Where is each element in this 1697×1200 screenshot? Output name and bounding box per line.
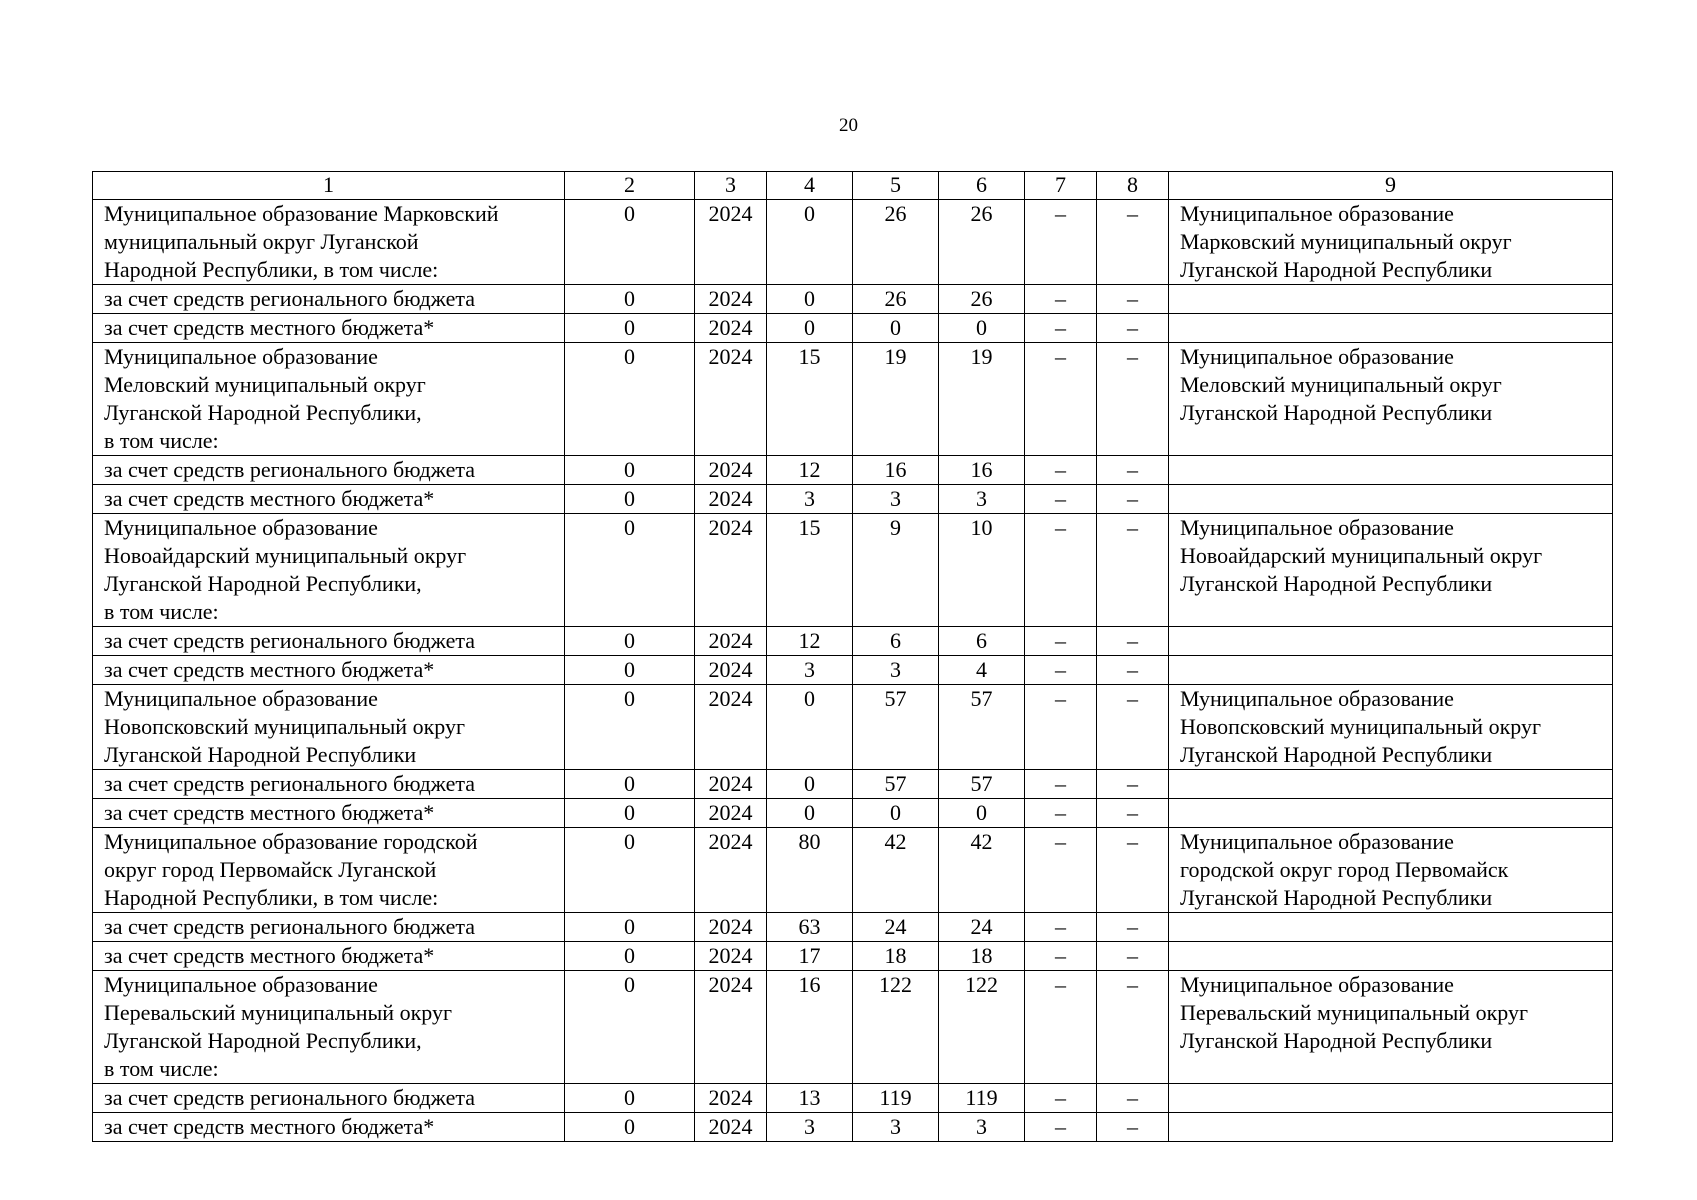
- value-cell-c4: 16: [767, 971, 853, 1084]
- value-cell-c2: 0: [565, 627, 695, 656]
- value-cell-c8: –: [1097, 656, 1169, 685]
- column-header: 2: [565, 172, 695, 200]
- column-header: 4: [767, 172, 853, 200]
- value-cell-c2: 0: [565, 514, 695, 627]
- responsible-cell: Муниципальное образование Марковский муниципальный округ Луганской Народной Республики: [1169, 200, 1613, 285]
- row-name-cell: Муниципальное образование Новопсковский муниципальный округ Луганской Народной Республики: [93, 685, 565, 770]
- value-cell-c6: 26: [939, 285, 1025, 314]
- value-cell-c6: 42: [939, 828, 1025, 913]
- value-cell-c4: 12: [767, 456, 853, 485]
- value-cell-c5: 0: [853, 799, 939, 828]
- value-cell-c7: –: [1025, 656, 1097, 685]
- value-cell-c2: 0: [565, 1084, 695, 1113]
- value-cell-c6: 3: [939, 1113, 1025, 1142]
- value-cell-c8: –: [1097, 627, 1169, 656]
- value-cell-c4: 15: [767, 343, 853, 456]
- value-cell-c2: 0: [565, 971, 695, 1084]
- value-cell-c5: 26: [853, 200, 939, 285]
- value-cell-c4: 0: [767, 285, 853, 314]
- responsible-cell: [1169, 799, 1613, 828]
- table-row: [93, 456, 1613, 485]
- value-cell-c3: 2024: [695, 685, 767, 770]
- value-cell-c5: 6: [853, 627, 939, 656]
- row-name-cell: за счет средств местного бюджета*: [93, 485, 565, 514]
- value-cell-c2: 0: [565, 799, 695, 828]
- table-row: [93, 1113, 1613, 1142]
- column-header: 3: [695, 172, 767, 200]
- value-cell-c7: –: [1025, 1084, 1097, 1113]
- value-cell-c7: –: [1025, 314, 1097, 343]
- value-cell-c2: 0: [565, 1113, 695, 1142]
- column-header: 8: [1097, 172, 1169, 200]
- row-name-cell: за счет средств местного бюджета*: [93, 942, 565, 971]
- value-cell-c8: –: [1097, 343, 1169, 456]
- column-header: 6: [939, 172, 1025, 200]
- value-cell-c8: –: [1097, 799, 1169, 828]
- responsible-cell: [1169, 1084, 1613, 1113]
- value-cell-c4: 17: [767, 942, 853, 971]
- row-name-cell: за счет средств регионального бюджета: [93, 285, 565, 314]
- row-name-cell: за счет средств регионального бюджета: [93, 627, 565, 656]
- value-cell-c6: 19: [939, 343, 1025, 456]
- value-cell-c3: 2024: [695, 942, 767, 971]
- value-cell-c5: 19: [853, 343, 939, 456]
- value-cell-c3: 2024: [695, 200, 767, 285]
- row-name-cell: Муниципальное образование Меловский муниципальный округ Луганской Народной Республики, в том числе:: [93, 343, 565, 456]
- value-cell-c5: 119: [853, 1084, 939, 1113]
- value-cell-c3: 2024: [695, 913, 767, 942]
- value-cell-c5: 57: [853, 770, 939, 799]
- value-cell-c5: 16: [853, 456, 939, 485]
- value-cell-c7: –: [1025, 1113, 1097, 1142]
- row-name-cell: за счет средств регионального бюджета: [93, 1084, 565, 1113]
- value-cell-c3: 2024: [695, 314, 767, 343]
- value-cell-c4: 13: [767, 1084, 853, 1113]
- row-name-cell: Муниципальное образование городской округ город Первомайск Луганской Народной Республики, в том числе:: [93, 828, 565, 913]
- value-cell-c8: –: [1097, 285, 1169, 314]
- value-cell-c7: –: [1025, 913, 1097, 942]
- value-cell-c2: 0: [565, 656, 695, 685]
- column-header: 5: [853, 172, 939, 200]
- value-cell-c7: –: [1025, 828, 1097, 913]
- table-row: [93, 627, 1613, 656]
- value-cell-c8: –: [1097, 1084, 1169, 1113]
- value-cell-c6: 119: [939, 1084, 1025, 1113]
- responsible-cell: [1169, 656, 1613, 685]
- value-cell-c2: 0: [565, 343, 695, 456]
- value-cell-c6: 6: [939, 627, 1025, 656]
- value-cell-c6: 24: [939, 913, 1025, 942]
- value-cell-c3: 2024: [695, 971, 767, 1084]
- value-cell-c2: 0: [565, 942, 695, 971]
- value-cell-c8: –: [1097, 1113, 1169, 1142]
- value-cell-c2: 0: [565, 828, 695, 913]
- value-cell-c8: –: [1097, 685, 1169, 770]
- value-cell-c6: 0: [939, 799, 1025, 828]
- table-row: [93, 828, 1613, 913]
- row-name-cell: за счет средств регионального бюджета: [93, 456, 565, 485]
- row-name-cell: за счет средств местного бюджета*: [93, 799, 565, 828]
- value-cell-c4: 12: [767, 627, 853, 656]
- value-cell-c5: 0: [853, 314, 939, 343]
- value-cell-c8: –: [1097, 828, 1169, 913]
- value-cell-c8: –: [1097, 971, 1169, 1084]
- value-cell-c4: 0: [767, 685, 853, 770]
- value-cell-c3: 2024: [695, 770, 767, 799]
- value-cell-c7: –: [1025, 799, 1097, 828]
- value-cell-c4: 0: [767, 770, 853, 799]
- value-cell-c4: 0: [767, 799, 853, 828]
- value-cell-c3: 2024: [695, 285, 767, 314]
- responsible-cell: [1169, 456, 1613, 485]
- value-cell-c4: 80: [767, 828, 853, 913]
- table-row: [93, 1084, 1613, 1113]
- value-cell-c5: 3: [853, 1113, 939, 1142]
- value-cell-c7: –: [1025, 485, 1097, 514]
- row-name-cell: за счет средств местного бюджета*: [93, 1113, 565, 1142]
- value-cell-c6: 0: [939, 314, 1025, 343]
- table-row: [93, 770, 1613, 799]
- column-header: 1: [93, 172, 565, 200]
- value-cell-c5: 57: [853, 685, 939, 770]
- value-cell-c4: 3: [767, 485, 853, 514]
- value-cell-c5: 42: [853, 828, 939, 913]
- responsible-cell: [1169, 285, 1613, 314]
- table-row: [93, 942, 1613, 971]
- value-cell-c6: 3: [939, 485, 1025, 514]
- value-cell-c3: 2024: [695, 828, 767, 913]
- column-header: 9: [1169, 172, 1613, 200]
- value-cell-c3: 2024: [695, 485, 767, 514]
- table-row: [93, 343, 1613, 456]
- responsible-cell: [1169, 485, 1613, 514]
- value-cell-c2: 0: [565, 456, 695, 485]
- value-cell-c7: –: [1025, 285, 1097, 314]
- value-cell-c4: 63: [767, 913, 853, 942]
- value-cell-c6: 16: [939, 456, 1025, 485]
- value-cell-c6: 4: [939, 656, 1025, 685]
- value-cell-c4: 3: [767, 1113, 853, 1142]
- value-cell-c3: 2024: [695, 799, 767, 828]
- row-name-cell: за счет средств регионального бюджета: [93, 770, 565, 799]
- responsible-cell: Муниципальное образование Новопсковский муниципальный округ Луганской Народной Республики: [1169, 685, 1613, 770]
- value-cell-c7: –: [1025, 456, 1097, 485]
- value-cell-c4: 0: [767, 200, 853, 285]
- value-cell-c7: –: [1025, 514, 1097, 627]
- value-cell-c7: –: [1025, 627, 1097, 656]
- value-cell-c8: –: [1097, 514, 1169, 627]
- value-cell-c5: 3: [853, 485, 939, 514]
- table-row: [93, 200, 1613, 285]
- row-name-cell: Муниципальное образование Новоайдарский муниципальный округ Луганской Народной Республики, в том числе:: [93, 514, 565, 627]
- value-cell-c7: –: [1025, 770, 1097, 799]
- value-cell-c8: –: [1097, 913, 1169, 942]
- table-row: [93, 799, 1613, 828]
- value-cell-c3: 2024: [695, 456, 767, 485]
- responsible-cell: [1169, 913, 1613, 942]
- table-row: [93, 514, 1613, 627]
- table-body: [93, 200, 1613, 1142]
- value-cell-c3: 2024: [695, 656, 767, 685]
- value-cell-c6: 26: [939, 200, 1025, 285]
- responsible-cell: Муниципальное образование Новоайдарский муниципальный округ Луганской Народной Республики: [1169, 514, 1613, 627]
- responsible-cell: [1169, 770, 1613, 799]
- table-row: [93, 685, 1613, 770]
- table-row: [93, 285, 1613, 314]
- responsible-cell: Муниципальное образование Перевальский муниципальный округ Луганской Народной Республики: [1169, 971, 1613, 1084]
- value-cell-c2: 0: [565, 770, 695, 799]
- row-name-cell: Муниципальное образование Перевальский муниципальный округ Луганской Народной Республики, в том числе:: [93, 971, 565, 1084]
- value-cell-c5: 18: [853, 942, 939, 971]
- value-cell-c6: 122: [939, 971, 1025, 1084]
- value-cell-c8: –: [1097, 314, 1169, 343]
- row-name-cell: за счет средств регионального бюджета: [93, 913, 565, 942]
- responsible-cell: Муниципальное образование Меловский муниципальный округ Луганской Народной Республики: [1169, 343, 1613, 456]
- column-header: 7: [1025, 172, 1097, 200]
- value-cell-c3: 2024: [695, 1084, 767, 1113]
- responsible-cell: [1169, 1113, 1613, 1142]
- value-cell-c8: –: [1097, 770, 1169, 799]
- value-cell-c3: 2024: [695, 627, 767, 656]
- row-name-cell: за счет средств местного бюджета*: [93, 656, 565, 685]
- value-cell-c4: 0: [767, 314, 853, 343]
- value-cell-c2: 0: [565, 485, 695, 514]
- table-row: [93, 485, 1613, 514]
- value-cell-c2: 0: [565, 314, 695, 343]
- responsible-cell: [1169, 942, 1613, 971]
- header-row: [93, 172, 1613, 200]
- value-cell-c6: 10: [939, 514, 1025, 627]
- value-cell-c7: –: [1025, 685, 1097, 770]
- value-cell-c7: –: [1025, 971, 1097, 1084]
- value-cell-c8: –: [1097, 456, 1169, 485]
- value-cell-c5: 24: [853, 913, 939, 942]
- value-cell-c5: 26: [853, 285, 939, 314]
- responsible-cell: [1169, 314, 1613, 343]
- responsible-cell: [1169, 627, 1613, 656]
- value-cell-c2: 0: [565, 285, 695, 314]
- value-cell-c5: 122: [853, 971, 939, 1084]
- table-row: [93, 314, 1613, 343]
- value-cell-c7: –: [1025, 200, 1097, 285]
- value-cell-c7: –: [1025, 942, 1097, 971]
- row-name-cell: Муниципальное образование Марковский муниципальный округ Луганской Народной Республики, в том числе:: [93, 200, 565, 285]
- value-cell-c4: 3: [767, 656, 853, 685]
- value-cell-c2: 0: [565, 200, 695, 285]
- value-cell-c7: –: [1025, 343, 1097, 456]
- page-number: 20: [839, 115, 858, 136]
- value-cell-c3: 2024: [695, 343, 767, 456]
- table-row: [93, 656, 1613, 685]
- value-cell-c8: –: [1097, 942, 1169, 971]
- row-name-cell: за счет средств местного бюджета*: [93, 314, 565, 343]
- value-cell-c6: 18: [939, 942, 1025, 971]
- value-cell-c6: 57: [939, 685, 1025, 770]
- value-cell-c2: 0: [565, 685, 695, 770]
- value-cell-c3: 2024: [695, 1113, 767, 1142]
- value-cell-c4: 15: [767, 514, 853, 627]
- value-cell-c5: 9: [853, 514, 939, 627]
- data-table: [92, 171, 1613, 1142]
- value-cell-c2: 0: [565, 913, 695, 942]
- value-cell-c3: 2024: [695, 514, 767, 627]
- table-row: [93, 971, 1613, 1084]
- value-cell-c8: –: [1097, 485, 1169, 514]
- responsible-cell: Муниципальное образование городской округ город Первомайск Луганской Народной Республики: [1169, 828, 1613, 913]
- value-cell-c5: 3: [853, 656, 939, 685]
- table-row: [93, 913, 1613, 942]
- value-cell-c8: –: [1097, 200, 1169, 285]
- value-cell-c6: 57: [939, 770, 1025, 799]
